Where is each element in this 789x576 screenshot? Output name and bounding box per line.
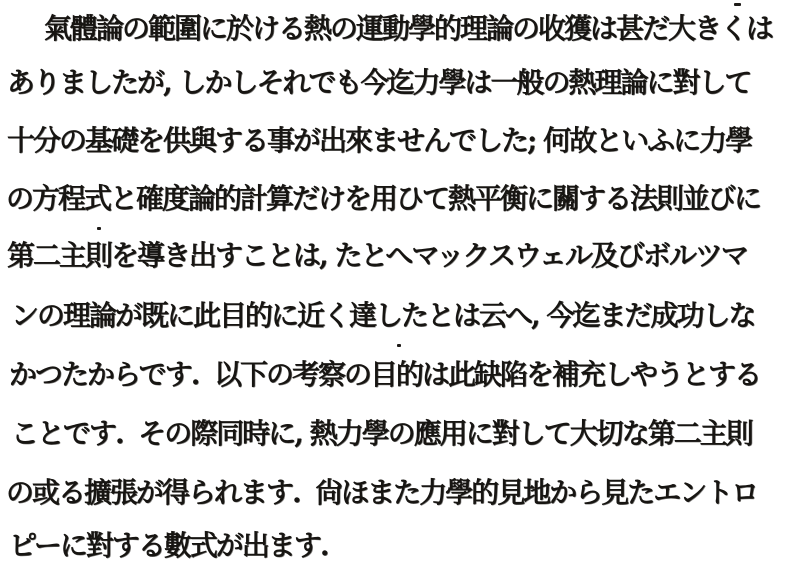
- text-line: の或る擴張が得られます. 尙ほまた力學的見地から見たエントロ: [6, 476, 758, 509]
- text-line: ンの理論が既に此目的に近く達したとは云へ, 今迄まだ成功しな: [11, 299, 755, 332]
- ink-speck: [397, 344, 401, 347]
- ink-speck: [97, 227, 101, 230]
- text-line: かつたからです. 以下の考察の目的は此缺陷を補充しやうとする: [9, 358, 760, 391]
- text-line: ピーに對する數式が出ます.: [9, 529, 328, 562]
- text-line: ありましたが, しかしそれでも今迄力學は一般の熱理論に對して: [7, 66, 751, 99]
- ink-speck: [734, 3, 741, 6]
- text-line: 第二主則を導き出すことは, たとへマックスウェル及びボルツマ: [7, 239, 747, 272]
- text-line: 氣體論の範圍に於ける熱の運動學的理論の收獲は甚だ大きくは: [44, 12, 773, 45]
- text-line: 十分の基礎を供與する事が出來ませんでした; 何故といふに力學: [7, 124, 752, 157]
- text-line: ことです. その際同時に, 熱力學の應用に對して大切な第二主則: [11, 417, 752, 450]
- text-line: の方程式と確度論的計算だけを用ひて熱平衡に關する法則並びに: [6, 182, 761, 215]
